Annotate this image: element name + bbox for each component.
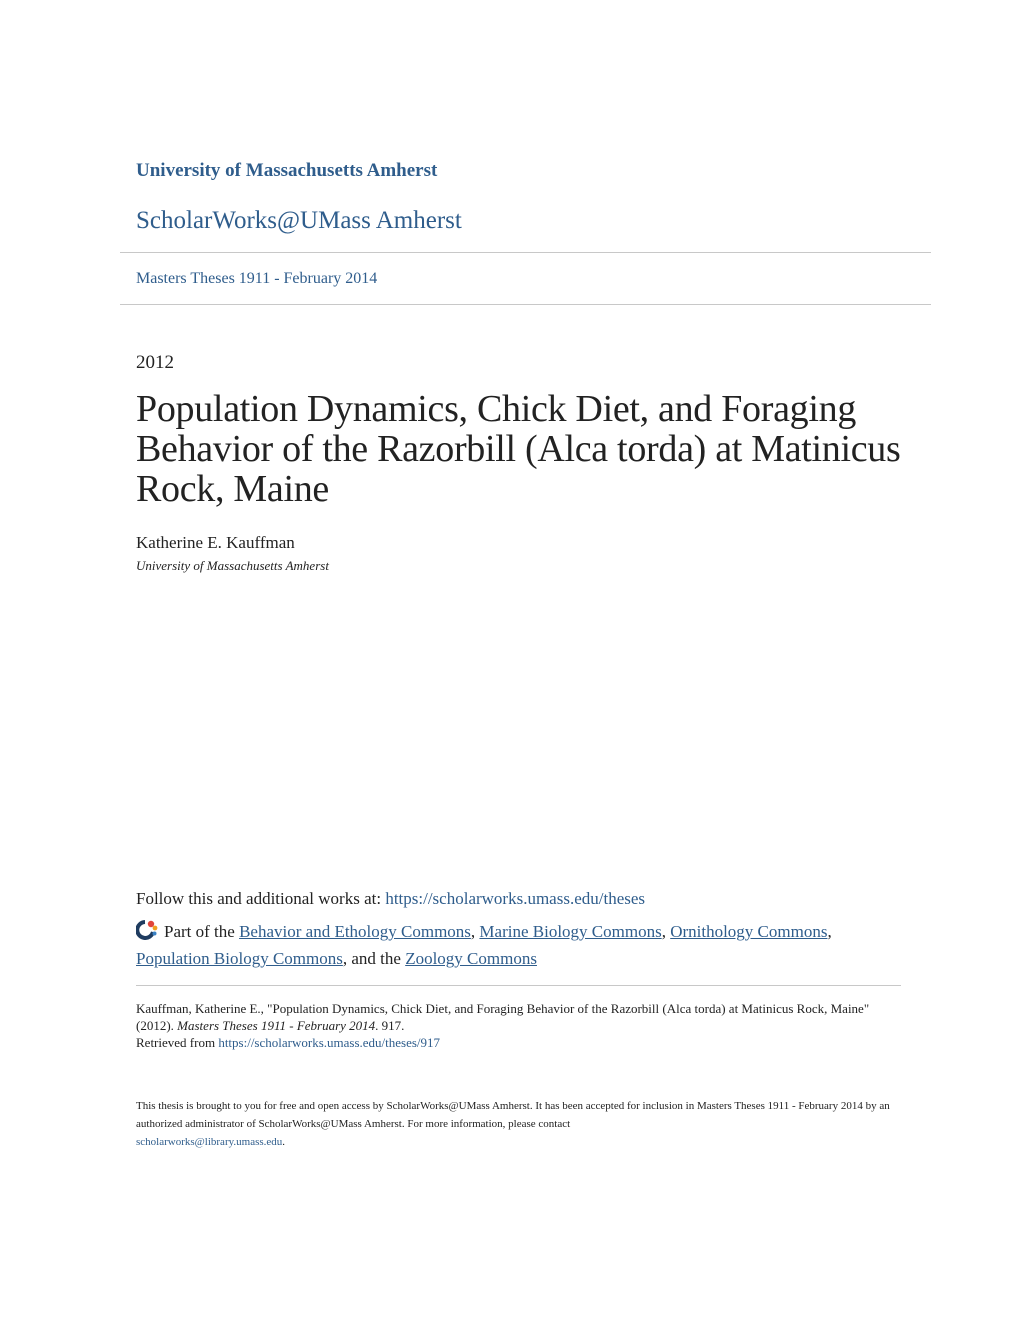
zoology-link[interactable]: Zoology Commons xyxy=(405,949,537,968)
separator: , xyxy=(827,922,832,941)
access-notice xyxy=(136,1097,896,1151)
separator: , xyxy=(661,922,666,941)
marine-biology-link[interactable]: Marine Biology Commons xyxy=(479,922,662,941)
retrieved-label: Retrieved from xyxy=(136,1035,216,1050)
commons-network-icon xyxy=(136,920,158,947)
author-name: Katherine E. Kauffman xyxy=(136,533,295,552)
divider xyxy=(120,304,931,305)
notice-end: . xyxy=(282,1136,286,1148)
repository-link[interactable]: ScholarWorks@UMass Amherst xyxy=(136,207,462,234)
part-of-prefix: Part of the xyxy=(164,922,235,941)
part-of-commons xyxy=(136,920,856,971)
separator: , xyxy=(470,922,476,941)
citation-text: Kauffman, Katherine E., "Population Dynamics, Chick Diet, and Foraging Behavior of the Razorbill (Alca torda) at Matinicus Rock, Maine" (2012). xyxy=(136,1001,870,1033)
notice-text: This thesis is brought to you for free and open access by ScholarWorks@UMass Amherst. It has been accepted for inclusion in Masters Theses 1911 - February 2014 by an authorized administrator of ScholarWorks@UMass Amherst. For more information, please contact xyxy=(136,1100,890,1130)
theses-url-link[interactable]: https://scholarworks.umass.edu/theses xyxy=(385,889,646,908)
follow-label: Follow this and additional works at: xyxy=(136,889,382,908)
university-name: University of Massachusetts Amherst xyxy=(136,160,438,181)
citation-series: Masters Theses 1911 - February 2014 xyxy=(177,1018,376,1033)
divider xyxy=(120,252,931,253)
contact-email-link[interactable]: scholarworks@library.umass.edu xyxy=(136,1136,283,1148)
behavior-ethology-link[interactable]: Behavior and Ethology Commons xyxy=(239,922,471,941)
thesis-url-link[interactable]: https://scholarworks.umass.edu/theses/917 xyxy=(218,1035,441,1050)
publication-year: 2012 xyxy=(136,352,174,373)
and-the-text: , and the xyxy=(342,949,401,968)
population-biology-link[interactable]: Population Biology Commons xyxy=(136,949,343,968)
author-affiliation: University of Massachusetts Amherst xyxy=(136,558,329,573)
paper-title: Population Dynamics, Chick Diet, and Foraging Behavior of the Razorbill (Alca torda) at Matinicus Rock, Maine xyxy=(136,388,901,510)
series-link[interactable]: Masters Theses 1911 - February 2014 xyxy=(136,270,378,287)
divider xyxy=(136,985,901,986)
citation-number: . 917. xyxy=(375,1018,405,1033)
citation xyxy=(136,1000,896,1051)
ornithology-link[interactable]: Ornithology Commons xyxy=(670,922,828,941)
follow-line xyxy=(136,889,645,909)
